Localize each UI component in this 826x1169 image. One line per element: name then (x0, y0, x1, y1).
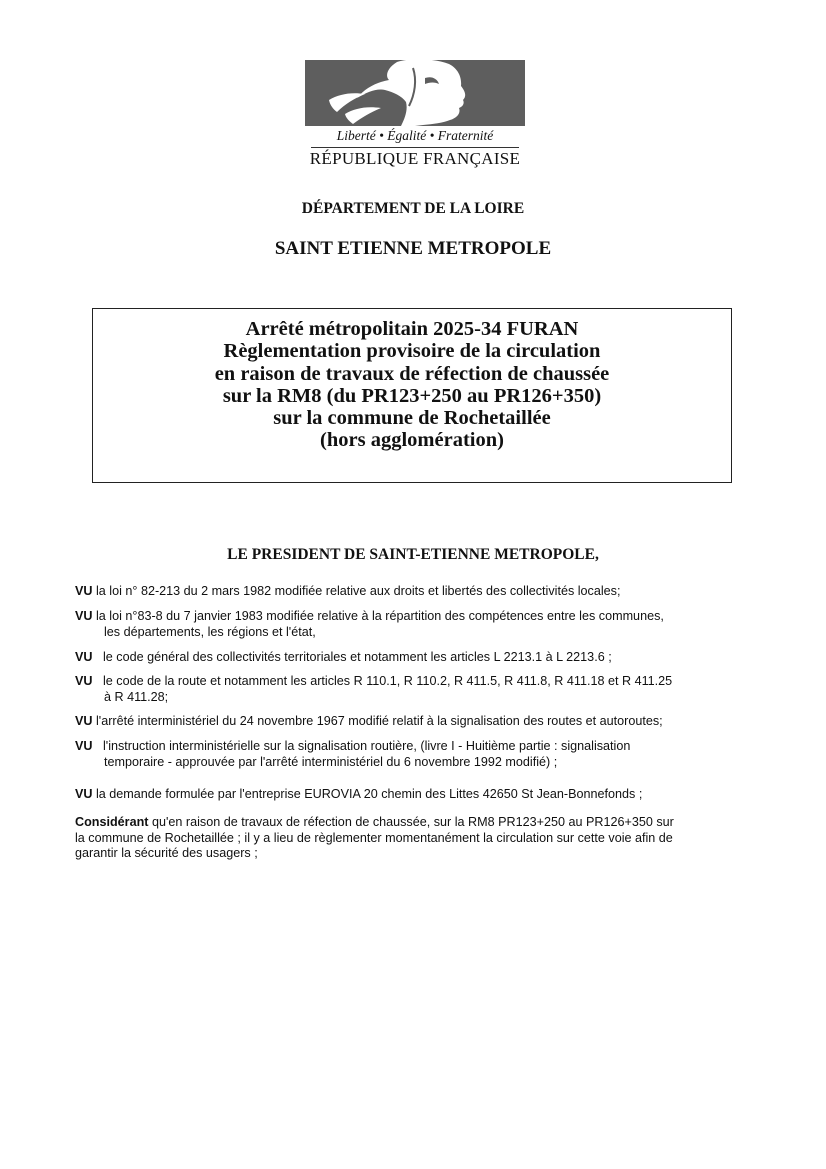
title-line: Règlementation provisoire de la circulation (223, 340, 601, 363)
paragraph-text: qu'en raison de travaux de réfection de chaussée, sur la RM8 PR123+250 au PR126+350 sur (148, 815, 674, 829)
vu-keyword: VU (75, 609, 93, 623)
president-heading: LE PRESIDENT DE SAINT-ETIENNE METROPOLE, (227, 546, 599, 563)
paragraph-text: la demande formulée par l'entreprise EUROVIA 20 chemin des Littes 42650 St Jean-Bonnefonds ; (92, 787, 643, 801)
marianne-logo (304, 60, 526, 175)
republic-name: RÉPUBLIQUE FRANÇAISE (309, 149, 521, 168)
paragraph-text: temporaire - approuvée par l'arrêté interministériel du 6 novembre 1992 modifié) ; (104, 754, 558, 769)
paragraph-text: le code de la route et notamment les articles R 110.1, R 110.2, R 411.5, R 411.8, R 411.18 et R 411.25 (92, 674, 673, 688)
considerant-keyword: Considérant (75, 815, 149, 829)
vu-keyword: VU (75, 584, 93, 598)
title-line: sur la RM8 (du PR123+250 au PR126+350) (222, 384, 602, 407)
metropole-heading: SAINT ETIENNE METROPOLE (274, 238, 552, 259)
paragraph-text: à R 411.28; (104, 689, 169, 704)
vu-paragraph (75, 584, 745, 600)
departement-heading: DÉPARTEMENT DE LA LOIRE (301, 200, 525, 217)
paragraph-text: le code général des collectivités territoriales et notamment les articles L 2213.1 à L 2213.6 ; (92, 650, 612, 664)
title-line: sur la commune de Rochetaillée (273, 407, 551, 430)
title-line: Arrêté métropolitain 2025-34 FURAN (245, 318, 579, 340)
vu-keyword: VU (75, 739, 93, 753)
vu-keyword: VU (75, 650, 93, 664)
title-line: en raison de travaux de réfection de chaussée (214, 362, 610, 385)
marianne-emblem-icon (305, 60, 525, 126)
vu-paragraph (75, 787, 745, 803)
vu-paragraph (75, 739, 745, 770)
vu-keyword: VU (75, 674, 93, 688)
vu-paragraph (75, 650, 745, 666)
paragraph-text: l'instruction interministérielle sur la signalisation routière, (livre I - Huitième partie : signalisation (92, 739, 631, 753)
title-line: (hors agglomération) (320, 429, 504, 452)
paragraph-text: la loi n° 82-213 du 2 mars 1982 modifiée relative aux droits et libertés des collectivités locales; (92, 584, 621, 598)
vu-paragraph (75, 609, 745, 640)
vu-keyword: VU (75, 714, 93, 728)
vu-keyword: VU (75, 787, 93, 801)
vu-paragraph (75, 674, 745, 705)
paragraph-text: l'arrêté interministériel du 24 novembre 1967 modifié relatif à la signalisation des routes et autoroutes; (92, 714, 663, 728)
decree-title-box (92, 308, 732, 483)
vu-paragraph (75, 714, 745, 730)
paragraph-text: garantir la sécurité des usagers ; (75, 846, 258, 860)
logo-divider (311, 147, 519, 148)
paragraph-text: la loi n°83-8 du 7 janvier 1983 modifiée relative à la répartition des compétences entre les communes, (92, 609, 664, 623)
paragraph-text: la commune de Rochetaillée ; il y a lieu de règlementer momentanément la circulation sur cette voie afin de (75, 830, 673, 845)
republic-motto: Liberté • Égalité • Fraternité (336, 128, 494, 143)
considerant-paragraph (75, 815, 745, 862)
paragraph-text: les départements, les régions et l'état, (104, 624, 316, 639)
